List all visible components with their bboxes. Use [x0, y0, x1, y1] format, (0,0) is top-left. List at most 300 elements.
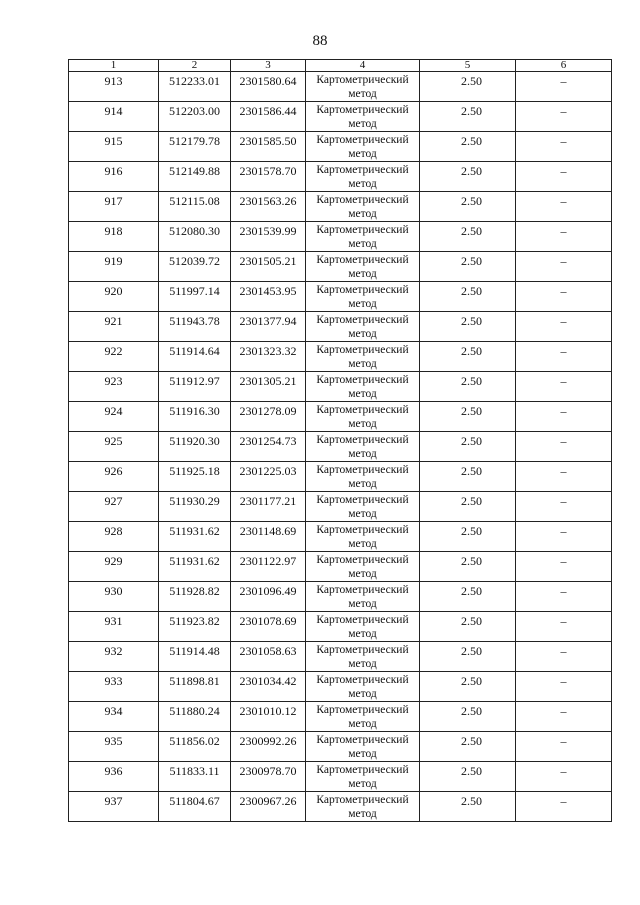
- cell-text: –: [560, 554, 567, 568]
- point-number-cell: [69, 732, 159, 762]
- x-coordinate-cell: [159, 612, 231, 642]
- method-cell: [306, 432, 420, 462]
- cell-text: –: [560, 254, 567, 268]
- cell-text: Картометрический метод: [316, 314, 409, 340]
- table-row: [69, 402, 612, 432]
- cell-text: –: [560, 284, 567, 298]
- cell-text: Картометрический метод: [316, 794, 409, 820]
- y-coordinate-cell: [231, 642, 306, 672]
- x-coordinate-cell: [159, 642, 231, 672]
- cell-text: 2301323.32: [239, 344, 297, 358]
- cell-text: 2.50: [461, 674, 482, 688]
- accuracy-cell: [420, 72, 516, 102]
- point-number-cell: [69, 612, 159, 642]
- cell-text: 2300967.26: [239, 794, 297, 808]
- table-row: [69, 462, 612, 492]
- point-number-cell: [69, 762, 159, 792]
- point-number-cell: [69, 372, 159, 402]
- cell-text: 2301453.95: [239, 284, 297, 298]
- cell-text: 935: [104, 734, 123, 748]
- cell-text: 937: [104, 794, 123, 808]
- cell-text: 2.50: [461, 584, 482, 598]
- note-cell: [516, 402, 612, 432]
- cell-text: 511804.67: [169, 794, 220, 808]
- accuracy-cell: [420, 612, 516, 642]
- cell-text: 511930.29: [169, 494, 220, 508]
- x-coordinate-cell: [159, 72, 231, 102]
- x-coordinate-cell: [159, 402, 231, 432]
- y-coordinate-cell: [231, 342, 306, 372]
- y-coordinate-cell: [231, 732, 306, 762]
- cell-text: 921: [104, 314, 123, 328]
- note-cell: [516, 492, 612, 522]
- cell-text: 918: [104, 224, 123, 238]
- cell-text: –: [560, 194, 567, 208]
- cell-text: 917: [104, 194, 123, 208]
- cell-text: 2.50: [461, 554, 482, 568]
- cell-text: –: [560, 434, 567, 448]
- x-coordinate-cell: [159, 762, 231, 792]
- cell-text: –: [560, 134, 567, 148]
- cell-text: –: [560, 764, 567, 778]
- accuracy-cell: [420, 372, 516, 402]
- cell-text: 916: [104, 164, 123, 178]
- point-number-cell: [69, 312, 159, 342]
- table-row: [69, 432, 612, 462]
- column-header: 5: [420, 60, 516, 72]
- point-number-cell: [69, 462, 159, 492]
- note-cell: [516, 672, 612, 702]
- method-cell: [306, 762, 420, 792]
- cell-text: –: [560, 494, 567, 508]
- cell-text: 511856.02: [169, 734, 220, 748]
- accuracy-cell: [420, 192, 516, 222]
- cell-text: Картометрический метод: [316, 434, 409, 460]
- cell-text: 2301122.97: [239, 554, 297, 568]
- table-body: [69, 72, 612, 822]
- method-cell: [306, 342, 420, 372]
- point-number-cell: [69, 102, 159, 132]
- cell-text: Картометрический метод: [316, 704, 409, 730]
- point-number-cell: [69, 642, 159, 672]
- cell-text: Картометрический метод: [316, 764, 409, 790]
- cell-text: 511912.97: [169, 374, 220, 388]
- cell-text: 2301010.12: [239, 704, 297, 718]
- cell-text: Картометрический метод: [316, 584, 409, 610]
- cell-text: –: [560, 404, 567, 418]
- cell-text: 2.50: [461, 374, 482, 388]
- cell-text: Картометрический метод: [316, 674, 409, 700]
- table-header-row: [69, 60, 612, 72]
- note-cell: [516, 192, 612, 222]
- cell-text: 512115.08: [169, 194, 220, 208]
- method-cell: [306, 732, 420, 762]
- x-coordinate-cell: [159, 162, 231, 192]
- y-coordinate-cell: [231, 432, 306, 462]
- x-coordinate-cell: [159, 702, 231, 732]
- method-cell: [306, 402, 420, 432]
- table-row: [69, 252, 612, 282]
- cell-text: 511914.48: [169, 644, 220, 658]
- cell-text: Картометрический метод: [316, 494, 409, 520]
- cell-text: –: [560, 644, 567, 658]
- cell-text: –: [560, 734, 567, 748]
- cell-text: –: [560, 524, 567, 538]
- y-coordinate-cell: [231, 252, 306, 282]
- x-coordinate-cell: [159, 342, 231, 372]
- cell-text: 512233.01: [169, 74, 220, 88]
- x-coordinate-cell: [159, 522, 231, 552]
- x-coordinate-cell: [159, 582, 231, 612]
- note-cell: [516, 342, 612, 372]
- cell-text: 511914.64: [169, 344, 220, 358]
- method-cell: [306, 312, 420, 342]
- cell-text: 2.50: [461, 224, 482, 238]
- y-coordinate-cell: [231, 702, 306, 732]
- cell-text: 2.50: [461, 74, 482, 88]
- accuracy-cell: [420, 432, 516, 462]
- x-coordinate-cell: [159, 282, 231, 312]
- cell-text: 512179.78: [169, 134, 220, 148]
- y-coordinate-cell: [231, 312, 306, 342]
- cell-text: 2301377.94: [239, 314, 297, 328]
- method-cell: [306, 222, 420, 252]
- point-number-cell: [69, 672, 159, 702]
- note-cell: [516, 612, 612, 642]
- cell-text: 926: [104, 464, 123, 478]
- accuracy-cell: [420, 522, 516, 552]
- y-coordinate-cell: [231, 582, 306, 612]
- cell-text: 511898.81: [169, 674, 220, 688]
- accuracy-cell: [420, 252, 516, 282]
- cell-text: 2301563.26: [239, 194, 297, 208]
- cell-text: 932: [104, 644, 123, 658]
- cell-text: 511931.62: [169, 554, 220, 568]
- method-cell: [306, 132, 420, 162]
- cell-text: –: [560, 74, 567, 88]
- point-number-cell: [69, 192, 159, 222]
- cell-text: Картометрический метод: [316, 524, 409, 550]
- cell-text: 511880.24: [169, 704, 220, 718]
- cell-text: 2.50: [461, 134, 482, 148]
- method-cell: [306, 582, 420, 612]
- cell-text: –: [560, 794, 567, 808]
- cell-text: –: [560, 464, 567, 478]
- point-number-cell: [69, 522, 159, 552]
- x-coordinate-cell: [159, 132, 231, 162]
- table-row: [69, 192, 612, 222]
- cell-text: 2301078.69: [239, 614, 297, 628]
- cell-text: –: [560, 164, 567, 178]
- cell-text: 925: [104, 434, 123, 448]
- cell-text: 2301586.44: [239, 104, 297, 118]
- cell-text: 2301096.49: [239, 584, 297, 598]
- y-coordinate-cell: [231, 762, 306, 792]
- table-row: [69, 492, 612, 522]
- cell-text: Картометрический метод: [316, 614, 409, 640]
- point-number-cell: [69, 582, 159, 612]
- method-cell: [306, 492, 420, 522]
- point-number-cell: [69, 222, 159, 252]
- cell-text: 2.50: [461, 104, 482, 118]
- cell-text: 2.50: [461, 734, 482, 748]
- cell-text: 929: [104, 554, 123, 568]
- note-cell: [516, 792, 612, 822]
- y-coordinate-cell: [231, 462, 306, 492]
- cell-text: 2301058.63: [239, 644, 297, 658]
- cell-text: –: [560, 674, 567, 688]
- cell-text: 2.50: [461, 704, 482, 718]
- y-coordinate-cell: [231, 552, 306, 582]
- point-number-cell: [69, 552, 159, 582]
- method-cell: [306, 252, 420, 282]
- cell-text: 2.50: [461, 764, 482, 778]
- x-coordinate-cell: [159, 552, 231, 582]
- table-row: [69, 342, 612, 372]
- cell-text: 2301505.21: [239, 254, 297, 268]
- table-row: [69, 702, 612, 732]
- x-coordinate-cell: [159, 732, 231, 762]
- note-cell: [516, 642, 612, 672]
- accuracy-cell: [420, 102, 516, 132]
- accuracy-cell: [420, 762, 516, 792]
- cell-text: 924: [104, 404, 123, 418]
- accuracy-cell: [420, 702, 516, 732]
- method-cell: [306, 282, 420, 312]
- y-coordinate-cell: [231, 672, 306, 702]
- cell-text: 2.50: [461, 794, 482, 808]
- column-header: 2: [159, 60, 231, 72]
- method-cell: [306, 642, 420, 672]
- cell-text: –: [560, 104, 567, 118]
- cell-text: –: [560, 314, 567, 328]
- accuracy-cell: [420, 552, 516, 582]
- cell-text: 2.50: [461, 194, 482, 208]
- point-number-cell: [69, 132, 159, 162]
- y-coordinate-cell: [231, 492, 306, 522]
- cell-text: 915: [104, 134, 123, 148]
- cell-text: 511943.78: [169, 314, 220, 328]
- point-number-cell: [69, 72, 159, 102]
- cell-text: 512039.72: [169, 254, 220, 268]
- point-number-cell: [69, 492, 159, 522]
- x-coordinate-cell: [159, 252, 231, 282]
- note-cell: [516, 462, 612, 492]
- x-coordinate-cell: [159, 462, 231, 492]
- accuracy-cell: [420, 222, 516, 252]
- y-coordinate-cell: [231, 102, 306, 132]
- table-row: [69, 522, 612, 552]
- note-cell: [516, 132, 612, 162]
- cell-text: Картометрический метод: [316, 164, 409, 190]
- cell-text: Картометрический метод: [316, 734, 409, 760]
- accuracy-cell: [420, 132, 516, 162]
- note-cell: [516, 522, 612, 552]
- x-coordinate-cell: [159, 222, 231, 252]
- method-cell: [306, 552, 420, 582]
- y-coordinate-cell: [231, 612, 306, 642]
- x-coordinate-cell: [159, 312, 231, 342]
- cell-text: 511916.30: [169, 404, 220, 418]
- cell-text: 927: [104, 494, 123, 508]
- table-row: [69, 222, 612, 252]
- cell-text: 2301580.64: [239, 74, 297, 88]
- cell-text: 923: [104, 374, 123, 388]
- point-number-cell: [69, 402, 159, 432]
- accuracy-cell: [420, 162, 516, 192]
- method-cell: [306, 192, 420, 222]
- y-coordinate-cell: [231, 72, 306, 102]
- y-coordinate-cell: [231, 402, 306, 432]
- cell-text: Картометрический метод: [316, 194, 409, 220]
- cell-text: Картометрический метод: [316, 344, 409, 370]
- x-coordinate-cell: [159, 102, 231, 132]
- cell-text: 511928.82: [169, 584, 220, 598]
- cell-text: 2.50: [461, 524, 482, 538]
- cell-text: 931: [104, 614, 123, 628]
- note-cell: [516, 102, 612, 132]
- cell-text: –: [560, 224, 567, 238]
- cell-text: 919: [104, 254, 123, 268]
- method-cell: [306, 102, 420, 132]
- cell-text: 913: [104, 74, 123, 88]
- cell-text: 511833.11: [169, 764, 220, 778]
- cell-text: –: [560, 374, 567, 388]
- accuracy-cell: [420, 642, 516, 672]
- cell-text: 511997.14: [169, 284, 220, 298]
- x-coordinate-cell: [159, 192, 231, 222]
- y-coordinate-cell: [231, 792, 306, 822]
- cell-text: 2.50: [461, 284, 482, 298]
- cell-text: 2.50: [461, 614, 482, 628]
- y-coordinate-cell: [231, 522, 306, 552]
- cell-text: 2.50: [461, 254, 482, 268]
- cell-text: Картометрический метод: [316, 374, 409, 400]
- accuracy-cell: [420, 282, 516, 312]
- cell-text: 512149.88: [169, 164, 220, 178]
- column-header: 4: [306, 60, 420, 72]
- column-header: 3: [231, 60, 306, 72]
- cell-text: 914: [104, 104, 123, 118]
- cell-text: 2301278.09: [239, 404, 297, 418]
- accuracy-cell: [420, 582, 516, 612]
- accuracy-cell: [420, 342, 516, 372]
- method-cell: [306, 612, 420, 642]
- cell-text: 920: [104, 284, 123, 298]
- point-number-cell: [69, 252, 159, 282]
- note-cell: [516, 252, 612, 282]
- cell-text: Картометрический метод: [316, 284, 409, 310]
- cell-text: 2300992.26: [239, 734, 297, 748]
- table-row: [69, 282, 612, 312]
- cell-text: 2.50: [461, 164, 482, 178]
- table-row: [69, 672, 612, 702]
- accuracy-cell: [420, 492, 516, 522]
- table-row: [69, 582, 612, 612]
- table-row: [69, 642, 612, 672]
- x-coordinate-cell: [159, 492, 231, 522]
- table-row: [69, 762, 612, 792]
- y-coordinate-cell: [231, 222, 306, 252]
- point-number-cell: [69, 792, 159, 822]
- accuracy-cell: [420, 462, 516, 492]
- table-row: [69, 732, 612, 762]
- cell-text: Картометрический метод: [316, 254, 409, 280]
- note-cell: [516, 282, 612, 312]
- cell-text: 936: [104, 764, 123, 778]
- cell-text: Картометрический метод: [316, 554, 409, 580]
- cell-text: 2301539.99: [239, 224, 297, 238]
- column-header: 6: [516, 60, 612, 72]
- cell-text: 511931.62: [169, 524, 220, 538]
- y-coordinate-cell: [231, 372, 306, 402]
- accuracy-cell: [420, 732, 516, 762]
- cell-text: 2.50: [461, 434, 482, 448]
- accuracy-cell: [420, 672, 516, 702]
- cell-text: 2301305.21: [239, 374, 297, 388]
- accuracy-cell: [420, 792, 516, 822]
- cell-text: 511920.30: [169, 434, 220, 448]
- note-cell: [516, 582, 612, 612]
- cell-text: Картометрический метод: [316, 74, 409, 100]
- cell-text: 2300978.70: [239, 764, 297, 778]
- y-coordinate-cell: [231, 162, 306, 192]
- cell-text: 2.50: [461, 494, 482, 508]
- cell-text: Картометрический метод: [316, 104, 409, 130]
- table-row: [69, 612, 612, 642]
- cell-text: 511923.82: [169, 614, 220, 628]
- cell-text: 933: [104, 674, 123, 688]
- cell-text: 2301148.69: [239, 524, 297, 538]
- cell-text: 2.50: [461, 314, 482, 328]
- cell-text: 2.50: [461, 464, 482, 478]
- method-cell: [306, 792, 420, 822]
- cell-text: 2301578.70: [239, 164, 297, 178]
- point-number-cell: [69, 432, 159, 462]
- cell-text: 2.50: [461, 344, 482, 358]
- method-cell: [306, 702, 420, 732]
- column-header: 1: [69, 60, 159, 72]
- note-cell: [516, 732, 612, 762]
- table-row: [69, 312, 612, 342]
- note-cell: [516, 762, 612, 792]
- note-cell: [516, 372, 612, 402]
- cell-text: –: [560, 584, 567, 598]
- coordinates-table: [68, 59, 612, 822]
- cell-text: Картометрический метод: [316, 464, 409, 490]
- method-cell: [306, 522, 420, 552]
- cell-text: 930: [104, 584, 123, 598]
- cell-text: 512080.30: [169, 224, 220, 238]
- note-cell: [516, 552, 612, 582]
- cell-text: –: [560, 704, 567, 718]
- table-row: [69, 552, 612, 582]
- table-row: [69, 72, 612, 102]
- y-coordinate-cell: [231, 282, 306, 312]
- cell-text: Картометрический метод: [316, 134, 409, 160]
- table-row: [69, 162, 612, 192]
- table-row: [69, 132, 612, 162]
- x-coordinate-cell: [159, 672, 231, 702]
- cell-text: 2.50: [461, 404, 482, 418]
- x-coordinate-cell: [159, 792, 231, 822]
- cell-text: 512203.00: [169, 104, 220, 118]
- cell-text: 2301034.42: [239, 674, 297, 688]
- table-row: [69, 102, 612, 132]
- cell-text: Картометрический метод: [316, 224, 409, 250]
- method-cell: [306, 672, 420, 702]
- cell-text: 922: [104, 344, 123, 358]
